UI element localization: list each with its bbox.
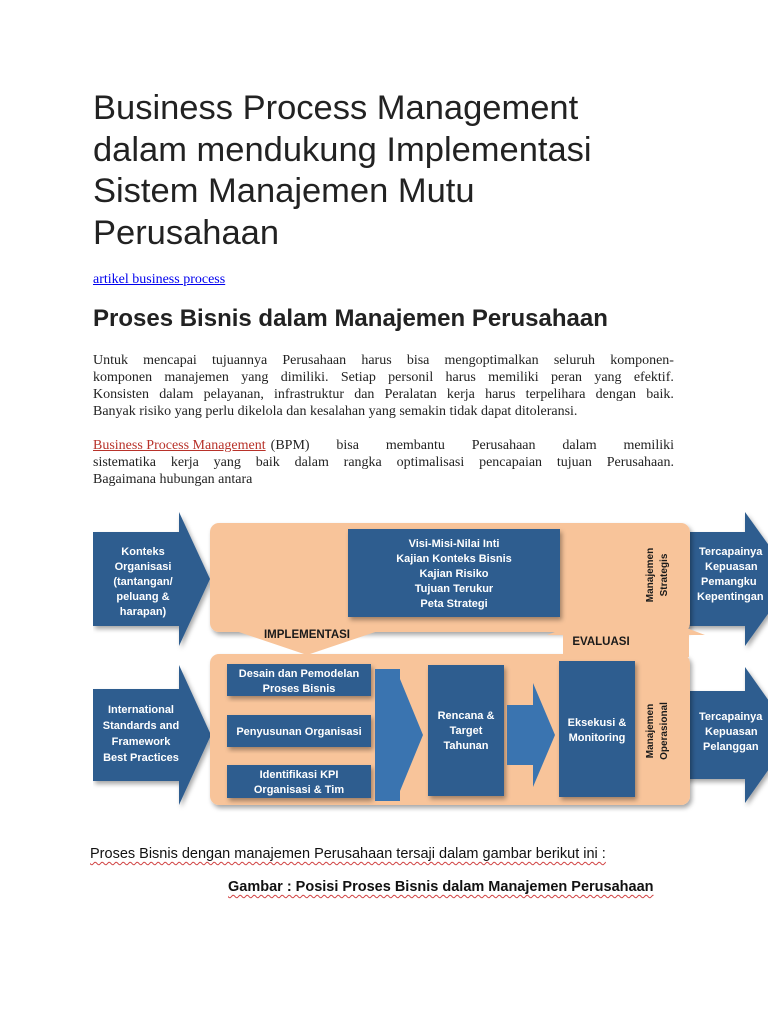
page-title xyxy=(93,88,693,254)
standards-line: Framework xyxy=(111,736,171,748)
word: terpelihara xyxy=(525,387,586,402)
figure-caption xyxy=(228,879,654,895)
word: rangka xyxy=(343,455,382,470)
strategy-line: Peta Strategi xyxy=(420,598,488,610)
word: harus xyxy=(485,387,516,402)
evaluasi-label: EVALUASI xyxy=(572,636,630,648)
bpm-diagram xyxy=(93,505,768,823)
word: pencapaian xyxy=(479,455,543,470)
operational-label-line: Manajemen xyxy=(645,703,656,759)
paragraph-line xyxy=(93,352,674,369)
context-line: peluang & xyxy=(116,591,170,603)
bpm-link[interactable]: Business Process Management xyxy=(93,438,266,453)
word: personil xyxy=(388,370,434,385)
paragraph-line-rest xyxy=(271,437,674,454)
word: Setiap xyxy=(340,370,376,385)
word: Perusahaan. xyxy=(606,455,674,470)
strategy-line: Visi-Misi-Nilai Inti xyxy=(408,538,500,550)
implementasi-label: IMPLEMENTASI xyxy=(263,629,351,641)
word: dan xyxy=(354,387,375,402)
context-line: Organisasi xyxy=(114,561,172,573)
word: manajemen xyxy=(164,370,229,385)
section-heading: Proses Bisnis dalam Manajemen Perusahaan xyxy=(93,305,608,332)
title-line: Perusahaan xyxy=(93,213,280,252)
word: mengoptimalkan xyxy=(444,353,539,368)
word: Untuk xyxy=(93,353,128,368)
context-line: (tantangan/ xyxy=(113,576,173,588)
word: efektif. xyxy=(633,370,674,385)
paragraph-line xyxy=(93,437,674,454)
paragraph-line: Bagaimana hubungan antara xyxy=(93,472,253,487)
customer-line: Pelanggan xyxy=(703,741,759,753)
standards-line: Standards and xyxy=(102,720,180,732)
context-line: Konteks xyxy=(121,546,165,558)
rencana-line: Rencana & xyxy=(437,710,495,722)
word: memiliki xyxy=(488,370,539,385)
word: baik xyxy=(255,455,280,470)
word: sistematika xyxy=(93,455,156,470)
figure-intro-text: Proses Bisnis dengan manajemen Perusahaan tersaji dalam gambar berikut ini : xyxy=(90,846,606,862)
process-line: Desain dan Pemodelan xyxy=(238,668,360,680)
paragraph-1 xyxy=(93,352,674,420)
word: komponen xyxy=(93,370,153,385)
operational-label-line: Operasional xyxy=(659,702,670,760)
process-line: Proses Bisnis xyxy=(262,683,336,695)
eksekusi-line: Eksekusi & xyxy=(567,717,627,729)
figure-caption-text: Gambar : Posisi Proses Bisnis dalam Manajemen Perusahaan xyxy=(228,879,654,895)
context-line: harapan) xyxy=(119,606,167,618)
word: dalam xyxy=(294,455,329,470)
word: dengan xyxy=(595,387,637,402)
word: optimalisasi xyxy=(396,455,465,470)
title-line: dalam mendukung Implementasi xyxy=(93,130,592,169)
standards-line: International xyxy=(107,704,175,716)
process-line: Penyusunan Organisasi xyxy=(236,726,362,738)
word: bisa xyxy=(336,438,359,453)
process-line: Identifikasi KPI xyxy=(259,769,339,781)
title-line: Business Process Management xyxy=(93,89,579,127)
word: bisa xyxy=(406,353,430,368)
word: yang xyxy=(594,370,622,385)
eksekusi-box xyxy=(559,661,635,797)
word: (BPM) xyxy=(270,438,310,453)
strategy-line: Tujuan Terukur xyxy=(414,583,494,595)
rencana-line: Tahunan xyxy=(443,740,489,752)
strategic-label-line: Manajemen xyxy=(645,547,656,603)
paragraph-line xyxy=(93,386,674,403)
word: Perusahaan xyxy=(471,438,536,453)
rencana-line: Target xyxy=(449,725,483,737)
eksekusi-line: Monitoring xyxy=(568,732,626,744)
tag-link[interactable]: artikel business process xyxy=(93,272,226,287)
word: tujuan xyxy=(556,455,592,470)
word: Peralatan xyxy=(384,387,437,402)
title-line: Sistem Manajemen Mutu xyxy=(93,172,475,210)
word: mencapai xyxy=(143,353,197,368)
stakeholder-line: Tercapainya xyxy=(699,546,763,558)
word: Perusahaan xyxy=(282,353,347,368)
stakeholder-line: Kepentingan xyxy=(697,591,764,603)
word: pelayanan, xyxy=(203,387,264,402)
word: membantu xyxy=(385,438,445,453)
word: komponen- xyxy=(610,353,674,368)
customer-line: Tercapainya xyxy=(699,711,763,723)
strategy-line: Kajian Konteks Bisnis xyxy=(396,553,512,565)
word: harus xyxy=(445,370,476,385)
customer-line: Kepuasan xyxy=(705,726,758,738)
stakeholder-line: Pemangku xyxy=(701,576,757,588)
paragraph-line xyxy=(93,369,674,386)
word: harus xyxy=(361,353,392,368)
word: kerja xyxy=(170,455,199,470)
word: memiliki xyxy=(623,438,674,453)
customer-text xyxy=(699,711,763,753)
word: dalam xyxy=(562,438,597,453)
strategic-label-line: Strategis xyxy=(659,553,670,597)
word: dalam xyxy=(159,387,194,402)
word: seluruh xyxy=(553,353,596,368)
process-line: Organisasi & Tim xyxy=(253,784,345,796)
word: dimiliki. xyxy=(280,370,329,385)
word: Konsisten xyxy=(93,387,149,402)
word: tujuannya xyxy=(211,353,268,368)
paragraph-2 xyxy=(93,437,674,488)
word: yang xyxy=(213,455,241,470)
figure-intro xyxy=(90,846,606,862)
strategy-line: Kajian Risiko xyxy=(419,568,489,580)
paragraph-line: Banyak risiko yang perlu dikelola dan kesalahan yang semakin tidak dapat ditoleransi. xyxy=(93,404,578,419)
stakeholder-line: Kepuasan xyxy=(705,561,758,573)
word: kerja xyxy=(446,387,475,402)
word: peran xyxy=(550,370,583,385)
word: infrastruktur xyxy=(274,387,345,402)
word: baik. xyxy=(646,387,674,402)
paragraph-line xyxy=(93,454,674,471)
context-text xyxy=(113,546,172,618)
word: yang xyxy=(241,370,269,385)
standards-line: Best Practices xyxy=(103,752,179,764)
